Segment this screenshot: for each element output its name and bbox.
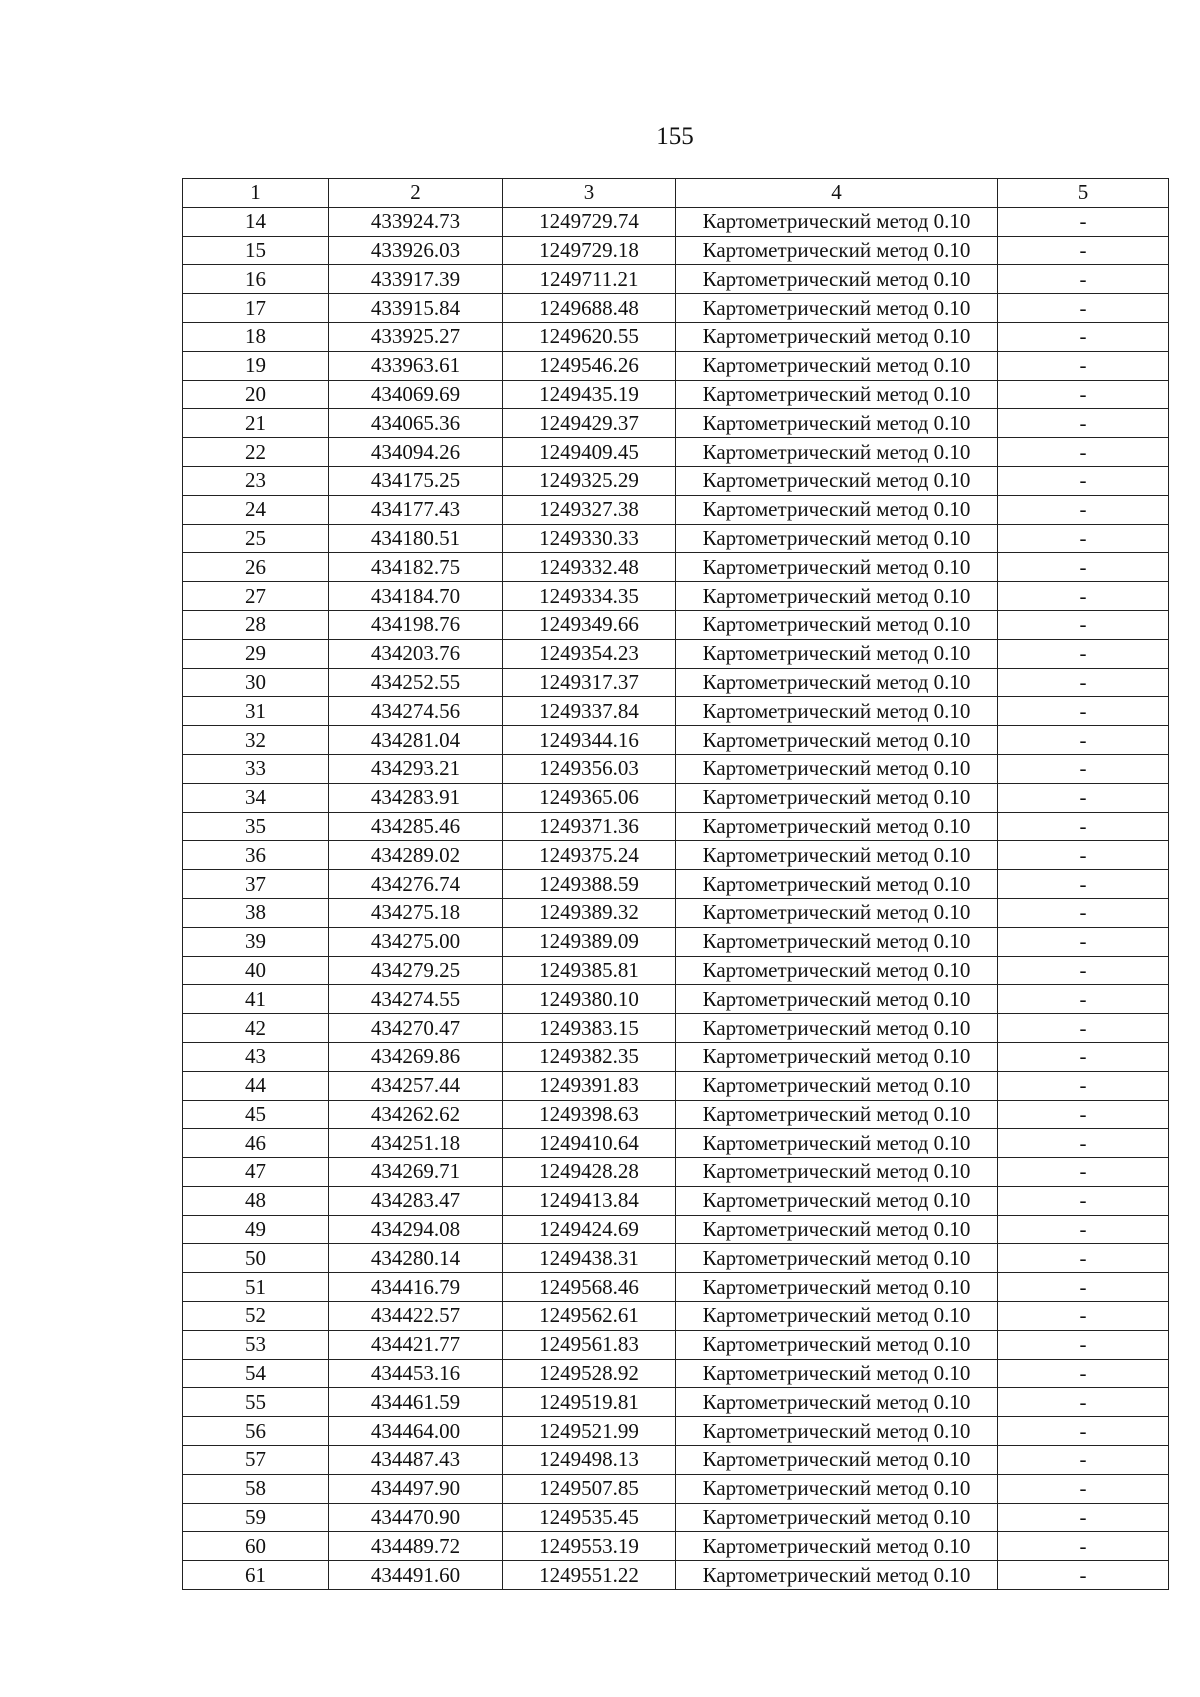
method-cell: Картометрический метод 0.10 — [676, 956, 998, 985]
table-row — [183, 1042, 1169, 1071]
note-cell: - — [998, 1359, 1169, 1388]
method-cell: Картометрический метод 0.10 — [676, 870, 998, 899]
note-cell: - — [998, 409, 1169, 438]
method-cell: Картометрический метод 0.10 — [676, 697, 998, 726]
point-number-cell: 42 — [183, 1014, 329, 1043]
table-row — [183, 610, 1169, 639]
note-cell: - — [998, 495, 1169, 524]
note-cell: - — [998, 1273, 1169, 1302]
note-cell: - — [998, 1100, 1169, 1129]
table-row — [183, 236, 1169, 265]
point-number-cell: 57 — [183, 1446, 329, 1475]
note-cell: - — [998, 1071, 1169, 1100]
x-coordinate-cell: 434464.00 — [329, 1417, 503, 1446]
y-coordinate-cell: 1249551.22 — [503, 1561, 676, 1590]
x-coordinate-cell: 434175.25 — [329, 466, 503, 495]
x-coordinate-cell: 434275.00 — [329, 927, 503, 956]
table-row — [183, 697, 1169, 726]
x-coordinate-cell: 433917.39 — [329, 265, 503, 294]
table-row — [183, 438, 1169, 467]
method-cell: Картометрический метод 0.10 — [676, 898, 998, 927]
y-coordinate-cell: 1249385.81 — [503, 956, 676, 985]
method-cell: Картометрический метод 0.10 — [676, 668, 998, 697]
point-number-cell: 20 — [183, 380, 329, 409]
y-coordinate-cell: 1249410.64 — [503, 1129, 676, 1158]
method-cell: Картометрический метод 0.10 — [676, 1503, 998, 1532]
y-coordinate-cell: 1249729.74 — [503, 207, 676, 236]
note-cell: - — [998, 1532, 1169, 1561]
note-cell: - — [998, 841, 1169, 870]
note-cell: - — [998, 1446, 1169, 1475]
table-row — [183, 409, 1169, 438]
note-cell: - — [998, 1302, 1169, 1331]
point-number-cell: 28 — [183, 610, 329, 639]
table-row — [183, 524, 1169, 553]
point-number-cell: 41 — [183, 985, 329, 1014]
note-cell: - — [998, 668, 1169, 697]
x-coordinate-cell: 434283.47 — [329, 1186, 503, 1215]
x-coordinate-cell: 434184.70 — [329, 582, 503, 611]
y-coordinate-cell: 1249383.15 — [503, 1014, 676, 1043]
x-coordinate-cell: 434269.86 — [329, 1042, 503, 1071]
note-cell: - — [998, 466, 1169, 495]
note-cell: - — [998, 812, 1169, 841]
table-header-row — [183, 179, 1169, 208]
y-coordinate-cell: 1249561.83 — [503, 1330, 676, 1359]
table-body — [183, 207, 1169, 1589]
y-coordinate-cell: 1249344.16 — [503, 726, 676, 755]
point-number-cell: 22 — [183, 438, 329, 467]
method-cell: Картометрический метод 0.10 — [676, 1561, 998, 1590]
method-cell: Картометрический метод 0.10 — [676, 1244, 998, 1273]
x-coordinate-cell: 434487.43 — [329, 1446, 503, 1475]
table-row — [183, 1100, 1169, 1129]
x-coordinate-cell: 434276.74 — [329, 870, 503, 899]
note-cell: - — [998, 380, 1169, 409]
page-number: 155 — [656, 123, 694, 150]
method-cell: Картометрический метод 0.10 — [676, 1158, 998, 1187]
method-cell: Картометрический метод 0.10 — [676, 351, 998, 380]
point-number-cell: 35 — [183, 812, 329, 841]
y-coordinate-cell: 1249519.81 — [503, 1388, 676, 1417]
point-number-cell: 50 — [183, 1244, 329, 1273]
table-row — [183, 956, 1169, 985]
y-coordinate-cell: 1249317.37 — [503, 668, 676, 697]
method-cell: Картометрический метод 0.10 — [676, 812, 998, 841]
x-coordinate-cell: 434416.79 — [329, 1273, 503, 1302]
note-cell: - — [998, 1215, 1169, 1244]
table-row — [183, 1417, 1169, 1446]
point-number-cell: 36 — [183, 841, 329, 870]
y-coordinate-cell: 1249729.18 — [503, 236, 676, 265]
point-number-cell: 26 — [183, 553, 329, 582]
x-coordinate-cell: 434279.25 — [329, 956, 503, 985]
method-cell: Картометрический метод 0.10 — [676, 1014, 998, 1043]
point-number-cell: 38 — [183, 898, 329, 927]
method-cell: Картометрический метод 0.10 — [676, 265, 998, 294]
note-cell: - — [998, 1129, 1169, 1158]
point-number-cell: 21 — [183, 409, 329, 438]
note-cell: - — [998, 582, 1169, 611]
y-coordinate-cell: 1249389.32 — [503, 898, 676, 927]
point-number-cell: 27 — [183, 582, 329, 611]
point-number-cell: 17 — [183, 294, 329, 323]
y-coordinate-cell: 1249620.55 — [503, 322, 676, 351]
y-coordinate-cell: 1249438.31 — [503, 1244, 676, 1273]
note-cell: - — [998, 553, 1169, 582]
method-cell: Картометрический метод 0.10 — [676, 524, 998, 553]
point-number-cell: 52 — [183, 1302, 329, 1331]
point-number-cell: 30 — [183, 668, 329, 697]
method-cell: Картометрический метод 0.10 — [676, 1273, 998, 1302]
table-row — [183, 754, 1169, 783]
y-coordinate-cell: 1249424.69 — [503, 1215, 676, 1244]
table-row — [183, 351, 1169, 380]
point-number-cell: 54 — [183, 1359, 329, 1388]
x-coordinate-cell: 434489.72 — [329, 1532, 503, 1561]
table-row — [183, 783, 1169, 812]
x-coordinate-cell: 434198.76 — [329, 610, 503, 639]
x-coordinate-cell: 434270.47 — [329, 1014, 503, 1043]
note-cell: - — [998, 524, 1169, 553]
table-row — [183, 553, 1169, 582]
point-number-cell: 31 — [183, 697, 329, 726]
method-cell: Картометрический метод 0.10 — [676, 754, 998, 783]
table-row — [183, 726, 1169, 755]
table-row — [183, 466, 1169, 495]
x-coordinate-cell: 434281.04 — [329, 726, 503, 755]
table-row — [183, 1273, 1169, 1302]
method-cell: Картометрический метод 0.10 — [676, 294, 998, 323]
method-cell: Картометрический метод 0.10 — [676, 1388, 998, 1417]
point-number-cell: 61 — [183, 1561, 329, 1590]
y-coordinate-cell: 1249553.19 — [503, 1532, 676, 1561]
note-cell: - — [998, 610, 1169, 639]
table-row — [183, 870, 1169, 899]
note-cell: - — [998, 726, 1169, 755]
table-row — [183, 898, 1169, 927]
method-cell: Картометрический метод 0.10 — [676, 1100, 998, 1129]
y-coordinate-cell: 1249528.92 — [503, 1359, 676, 1388]
table-row — [183, 1158, 1169, 1187]
table-row — [183, 1359, 1169, 1388]
x-coordinate-cell: 434422.57 — [329, 1302, 503, 1331]
y-coordinate-cell: 1249507.85 — [503, 1474, 676, 1503]
method-cell: Картометрический метод 0.10 — [676, 1359, 998, 1388]
note-cell: - — [998, 438, 1169, 467]
y-coordinate-cell: 1249409.45 — [503, 438, 676, 467]
point-number-cell: 16 — [183, 265, 329, 294]
x-coordinate-cell: 434289.02 — [329, 841, 503, 870]
note-cell: - — [998, 985, 1169, 1014]
table-row — [183, 1503, 1169, 1532]
method-cell: Картометрический метод 0.10 — [676, 1186, 998, 1215]
table-row — [183, 1302, 1169, 1331]
note-cell: - — [998, 639, 1169, 668]
table-row — [183, 1532, 1169, 1561]
note-cell: - — [998, 870, 1169, 899]
y-coordinate-cell: 1249349.66 — [503, 610, 676, 639]
method-cell: Картометрический метод 0.10 — [676, 409, 998, 438]
point-number-cell: 51 — [183, 1273, 329, 1302]
method-cell: Картометрический метод 0.10 — [676, 1532, 998, 1561]
x-coordinate-cell: 434453.16 — [329, 1359, 503, 1388]
point-number-cell: 56 — [183, 1417, 329, 1446]
y-coordinate-cell: 1249356.03 — [503, 754, 676, 783]
method-cell: Картометрический метод 0.10 — [676, 1417, 998, 1446]
x-coordinate-cell: 434180.51 — [329, 524, 503, 553]
point-number-cell: 24 — [183, 495, 329, 524]
point-number-cell: 55 — [183, 1388, 329, 1417]
y-coordinate-cell: 1249332.48 — [503, 553, 676, 582]
x-coordinate-cell: 434257.44 — [329, 1071, 503, 1100]
table-row — [183, 1186, 1169, 1215]
table-row — [183, 1446, 1169, 1475]
y-coordinate-cell: 1249521.99 — [503, 1417, 676, 1446]
table-row — [183, 582, 1169, 611]
y-coordinate-cell: 1249435.19 — [503, 380, 676, 409]
method-cell: Картометрический метод 0.10 — [676, 495, 998, 524]
note-cell: - — [998, 754, 1169, 783]
x-coordinate-cell: 433915.84 — [329, 294, 503, 323]
table-row — [183, 322, 1169, 351]
x-coordinate-cell: 434421.77 — [329, 1330, 503, 1359]
note-cell: - — [998, 207, 1169, 236]
method-cell: Картометрический метод 0.10 — [676, 553, 998, 582]
method-cell: Картометрический метод 0.10 — [676, 380, 998, 409]
point-number-cell: 59 — [183, 1503, 329, 1532]
x-coordinate-cell: 434283.91 — [329, 783, 503, 812]
y-coordinate-cell: 1249330.33 — [503, 524, 676, 553]
y-coordinate-cell: 1249375.24 — [503, 841, 676, 870]
x-coordinate-cell: 434065.36 — [329, 409, 503, 438]
y-coordinate-cell: 1249535.45 — [503, 1503, 676, 1532]
y-coordinate-cell: 1249391.83 — [503, 1071, 676, 1100]
x-coordinate-cell: 434262.62 — [329, 1100, 503, 1129]
y-coordinate-cell: 1249498.13 — [503, 1446, 676, 1475]
x-coordinate-cell: 433926.03 — [329, 236, 503, 265]
x-coordinate-cell: 434470.90 — [329, 1503, 503, 1532]
table-row — [183, 841, 1169, 870]
column-header-4: 4 — [676, 179, 998, 208]
x-coordinate-cell: 434252.55 — [329, 668, 503, 697]
table-row — [183, 1330, 1169, 1359]
y-coordinate-cell: 1249568.46 — [503, 1273, 676, 1302]
point-number-cell: 14 — [183, 207, 329, 236]
method-cell: Картометрический метод 0.10 — [676, 927, 998, 956]
table-row — [183, 1071, 1169, 1100]
y-coordinate-cell: 1249389.09 — [503, 927, 676, 956]
x-coordinate-cell: 434203.76 — [329, 639, 503, 668]
table-row — [183, 207, 1169, 236]
point-number-cell: 49 — [183, 1215, 329, 1244]
table-row — [183, 927, 1169, 956]
table-row — [183, 294, 1169, 323]
y-coordinate-cell: 1249429.37 — [503, 409, 676, 438]
y-coordinate-cell: 1249325.29 — [503, 466, 676, 495]
x-coordinate-cell: 434293.21 — [329, 754, 503, 783]
table-row — [183, 380, 1169, 409]
table-row — [183, 812, 1169, 841]
y-coordinate-cell: 1249365.06 — [503, 783, 676, 812]
table-row — [183, 1474, 1169, 1503]
point-number-cell: 53 — [183, 1330, 329, 1359]
coordinates-table — [182, 178, 1169, 1590]
point-number-cell: 19 — [183, 351, 329, 380]
x-coordinate-cell: 434274.56 — [329, 697, 503, 726]
x-coordinate-cell: 433924.73 — [329, 207, 503, 236]
y-coordinate-cell: 1249413.84 — [503, 1186, 676, 1215]
point-number-cell: 45 — [183, 1100, 329, 1129]
method-cell: Картометрический метод 0.10 — [676, 236, 998, 265]
note-cell: - — [998, 783, 1169, 812]
note-cell: - — [998, 351, 1169, 380]
table-row — [183, 639, 1169, 668]
y-coordinate-cell: 1249371.36 — [503, 812, 676, 841]
point-number-cell: 47 — [183, 1158, 329, 1187]
y-coordinate-cell: 1249337.84 — [503, 697, 676, 726]
point-number-cell: 44 — [183, 1071, 329, 1100]
method-cell: Картометрический метод 0.10 — [676, 322, 998, 351]
method-cell: Картометрический метод 0.10 — [676, 1446, 998, 1475]
method-cell: Картометрический метод 0.10 — [676, 1330, 998, 1359]
x-coordinate-cell: 434275.18 — [329, 898, 503, 927]
column-header-1: 1 — [183, 179, 329, 208]
point-number-cell: 37 — [183, 870, 329, 899]
x-coordinate-cell: 434182.75 — [329, 553, 503, 582]
note-cell: - — [998, 1244, 1169, 1273]
point-number-cell: 40 — [183, 956, 329, 985]
x-coordinate-cell: 434094.26 — [329, 438, 503, 467]
note-cell: - — [998, 294, 1169, 323]
column-header-3: 3 — [503, 179, 676, 208]
x-coordinate-cell: 434491.60 — [329, 1561, 503, 1590]
table-row — [183, 1388, 1169, 1417]
table-row — [183, 1244, 1169, 1273]
column-header-5: 5 — [998, 179, 1169, 208]
x-coordinate-cell: 434285.46 — [329, 812, 503, 841]
column-header-2: 2 — [329, 179, 503, 208]
method-cell: Картометрический метод 0.10 — [676, 783, 998, 812]
point-number-cell: 43 — [183, 1042, 329, 1071]
point-number-cell: 29 — [183, 639, 329, 668]
point-number-cell: 25 — [183, 524, 329, 553]
y-coordinate-cell: 1249382.35 — [503, 1042, 676, 1071]
y-coordinate-cell: 1249398.63 — [503, 1100, 676, 1129]
y-coordinate-cell: 1249688.48 — [503, 294, 676, 323]
note-cell: - — [998, 697, 1169, 726]
point-number-cell: 60 — [183, 1532, 329, 1561]
note-cell: - — [998, 898, 1169, 927]
method-cell: Картометрический метод 0.10 — [676, 1129, 998, 1158]
method-cell: Картометрический метод 0.10 — [676, 582, 998, 611]
x-coordinate-cell: 433925.27 — [329, 322, 503, 351]
method-cell: Картометрический метод 0.10 — [676, 841, 998, 870]
table-row — [183, 1129, 1169, 1158]
note-cell: - — [998, 956, 1169, 985]
point-number-cell: 48 — [183, 1186, 329, 1215]
method-cell: Картометрический метод 0.10 — [676, 466, 998, 495]
table-row — [183, 1561, 1169, 1590]
point-number-cell: 34 — [183, 783, 329, 812]
x-coordinate-cell: 434251.18 — [329, 1129, 503, 1158]
x-coordinate-cell: 433963.61 — [329, 351, 503, 380]
method-cell: Картометрический метод 0.10 — [676, 438, 998, 467]
point-number-cell: 46 — [183, 1129, 329, 1158]
note-cell: - — [998, 1474, 1169, 1503]
note-cell: - — [998, 322, 1169, 351]
y-coordinate-cell: 1249428.28 — [503, 1158, 676, 1187]
table-row — [183, 1215, 1169, 1244]
note-cell: - — [998, 1561, 1169, 1590]
x-coordinate-cell: 434497.90 — [329, 1474, 503, 1503]
table-row — [183, 265, 1169, 294]
method-cell: Картометрический метод 0.10 — [676, 1071, 998, 1100]
note-cell: - — [998, 1014, 1169, 1043]
note-cell: - — [998, 1042, 1169, 1071]
point-number-cell: 39 — [183, 927, 329, 956]
x-coordinate-cell: 434274.55 — [329, 985, 503, 1014]
point-number-cell: 33 — [183, 754, 329, 783]
method-cell: Картометрический метод 0.10 — [676, 985, 998, 1014]
note-cell: - — [998, 1158, 1169, 1187]
y-coordinate-cell: 1249388.59 — [503, 870, 676, 899]
method-cell: Картометрический метод 0.10 — [676, 726, 998, 755]
x-coordinate-cell: 434294.08 — [329, 1215, 503, 1244]
method-cell: Картометрический метод 0.10 — [676, 1474, 998, 1503]
note-cell: - — [998, 1417, 1169, 1446]
y-coordinate-cell: 1249380.10 — [503, 985, 676, 1014]
note-cell: - — [998, 265, 1169, 294]
y-coordinate-cell: 1249562.61 — [503, 1302, 676, 1331]
table-row — [183, 668, 1169, 697]
note-cell: - — [998, 927, 1169, 956]
method-cell: Картометрический метод 0.10 — [676, 207, 998, 236]
x-coordinate-cell: 434177.43 — [329, 495, 503, 524]
point-number-cell: 32 — [183, 726, 329, 755]
table-row — [183, 495, 1169, 524]
note-cell: - — [998, 1388, 1169, 1417]
y-coordinate-cell: 1249334.35 — [503, 582, 676, 611]
method-cell: Картометрический метод 0.10 — [676, 1302, 998, 1331]
x-coordinate-cell: 434280.14 — [329, 1244, 503, 1273]
x-coordinate-cell: 434269.71 — [329, 1158, 503, 1187]
y-coordinate-cell: 1249354.23 — [503, 639, 676, 668]
method-cell: Картометрический метод 0.10 — [676, 610, 998, 639]
y-coordinate-cell: 1249327.38 — [503, 495, 676, 524]
table-row — [183, 1014, 1169, 1043]
method-cell: Картометрический метод 0.10 — [676, 639, 998, 668]
point-number-cell: 15 — [183, 236, 329, 265]
note-cell: - — [998, 1330, 1169, 1359]
x-coordinate-cell: 434069.69 — [329, 380, 503, 409]
x-coordinate-cell: 434461.59 — [329, 1388, 503, 1417]
note-cell: - — [998, 236, 1169, 265]
y-coordinate-cell: 1249711.21 — [503, 265, 676, 294]
point-number-cell: 58 — [183, 1474, 329, 1503]
method-cell: Картометрический метод 0.10 — [676, 1215, 998, 1244]
point-number-cell: 18 — [183, 322, 329, 351]
note-cell: - — [998, 1503, 1169, 1532]
note-cell: - — [998, 1186, 1169, 1215]
table-row — [183, 985, 1169, 1014]
y-coordinate-cell: 1249546.26 — [503, 351, 676, 380]
point-number-cell: 23 — [183, 466, 329, 495]
method-cell: Картометрический метод 0.10 — [676, 1042, 998, 1071]
